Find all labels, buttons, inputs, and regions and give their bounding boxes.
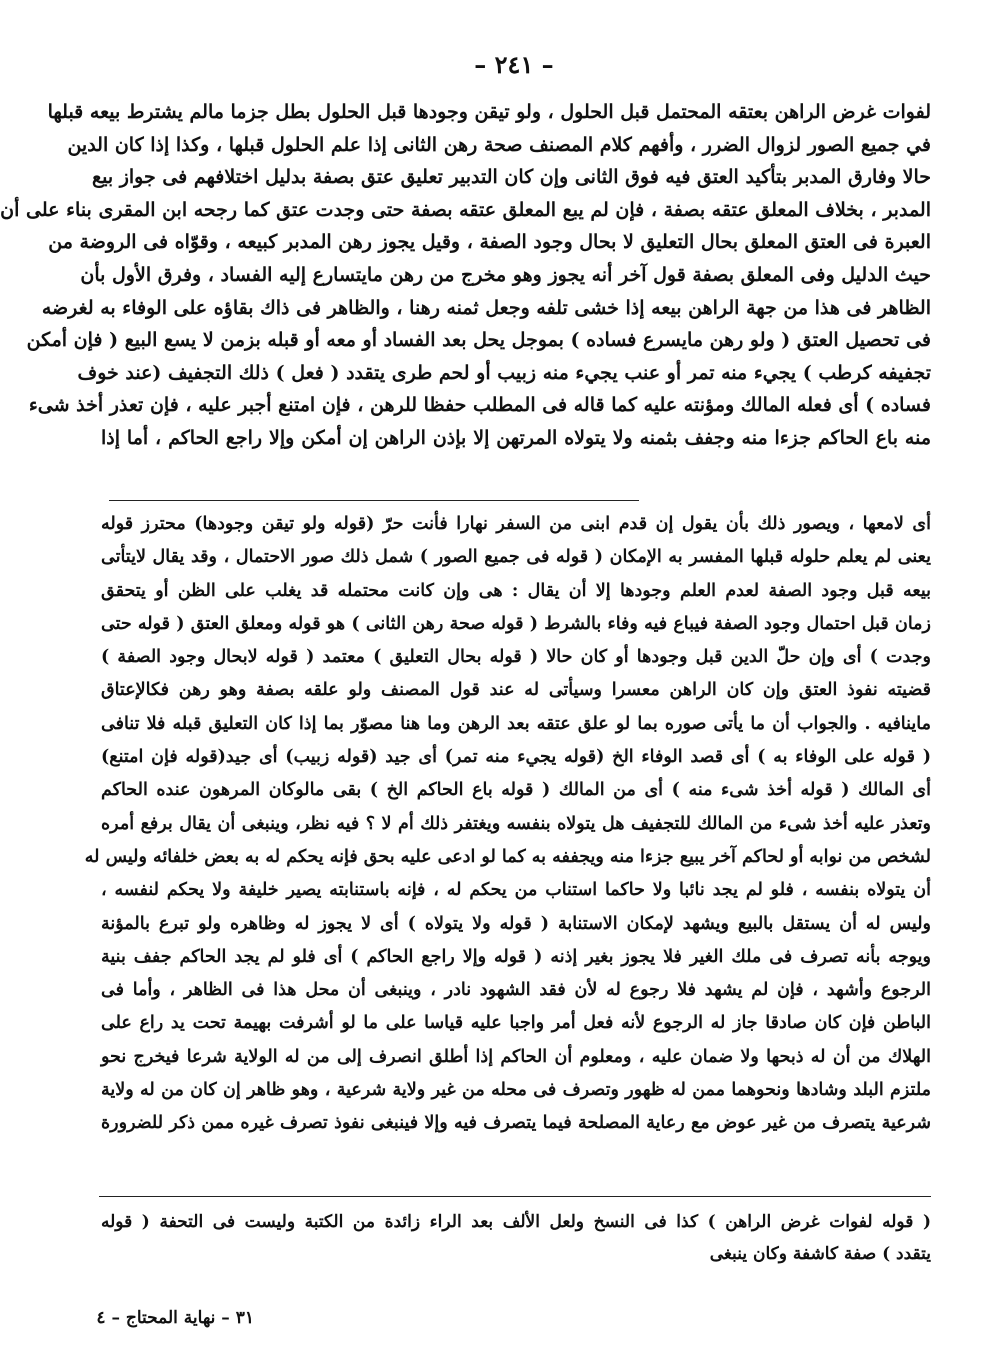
- commentary-line: أن يتولاه بنفسه ، فلو لم يجد نائبا ولا حاكما استناب من يحكم له ، فإنه باستنابته يصير خليفة ولا يحكم لنفسه ،: [101, 880, 931, 901]
- page-number: – ٢٤١ –: [474, 50, 554, 79]
- main-text-line: فساده ) أى فعله المالك ومؤنته عليه كما قاله فى المطلب حفظا للرهن ، فإن امتنع أجبر عليه ، فإن تعذر أخذ شىء: [28, 394, 931, 417]
- commentary-line: ويوجه بأنه تصرف فى ملك الغير فلا يجوز بغير إذنه ( قوله وإلا راجع الحاكم ) أى فلو لم يجد الحاكم جفف بنية: [101, 946, 931, 967]
- main-text-line: منه باع الحاكم جزءا منه وجفف بثمنه ولا يتولاه المرتهن إلا بإذن الراهن إن أمكن وإلا راجع الحاكم ، أما إذا: [101, 426, 931, 449]
- commentary-line: وليس له أن يستقل بالبيع ويشهد لإمكان الاستنابة ( قوله ولا يتولاه ) أى لا يجوز له وظاهره ولو تبرع بالمؤنة: [101, 913, 931, 934]
- main-text-block: [0, 96, 931, 455]
- footnote-block: [101, 1206, 931, 1270]
- main-text-line: في جميع الصور لزوال الضرر ، وأفهم كلام المصنف صحة رهن الثانى إذا علم الحلول قبلها ، وكذا إذا كان الدين: [67, 133, 931, 156]
- main-text-line: حيث الدليل وفى المعلق بصفة قول آخر أنه يجوز وهو مخرج من رهن مايتسارع إليه الفساد ، وفرق الأول بأن: [80, 263, 931, 286]
- printer-signature-mark: ٣١ – نهاية المحتاج – ٤: [96, 1308, 254, 1328]
- commentary-line: زمان قبل احتمال وجود الصفة فيباع فيه وفاء بالشرط ( قوله صحة رهن الثانى ) هو قوله ومعلق العتق ( قوله حتى: [101, 613, 931, 634]
- commentary-line: شرعية يتصرف من غير عوض مع رعاية المصلحة فيما يتصرف فيه وإلا فينبغى نفوذ تصرف غيره ممن ذكر للضرورة: [101, 1113, 931, 1134]
- commentary-line: وجدت ) أى وإن حلّ الدين قبل وجودها أو كان حالا ( قوله بحال التعليق ) معتمد ( قوله لابحال وجود الصفة ): [101, 647, 931, 668]
- commentary-line: يعنى لم يعلم حلوله قبلها المفسر به الإمكان ( قوله فى جميع الصور ) شمل ذلك صور الاحتمال ، وقد يقال لايتأتى: [101, 547, 931, 568]
- footnote-line: ( قوله لفوات غرض الراهن ) كذا فى النسخ ولعل الألف بعد الراء زائدة من الكتبة وليست فى التحفة ( قوله: [101, 1212, 931, 1232]
- commentary-line: بيعه قبل وجود الصفة لعدم العلم وجودها إلا أن يقال : هى وإن كانت محتمله قد يغلب على الظن أو يتحقق: [101, 580, 931, 601]
- commentary-line: الرجوع وأشهد ، فإن لم يشهد فلا رجوع له لأن فقد الشهود نادر ، وينبغى أن محل هذا فى الظاهر ، وأما فى: [101, 980, 931, 1001]
- main-text-line: حالا وفارق المدبر بتأكيد العتق فيه فوق الثانى وإن كان التدبير تعليق عتق بصفة بدليل اختلافهم فى جواز بيع: [91, 166, 931, 189]
- commentary-line: ماينافيه . والجواب أن ما يأتى صوره بما لو علق عتقه بعد الرهن وما هنا مصوّر بما إذا كان التعليق قبله فلا تنافى: [101, 713, 931, 734]
- commentary-line: أى لامعها ، ويصور ذلك بأن يقول إن قدم ابنى من السفر نهارا فأنت حرّ (قوله ولو تيقن وجودها) محترز قوله: [101, 514, 931, 534]
- commentary-line: الباطن فإن كان صادقا جاز له الرجوع لأنه فعل أمر واجبا عليه قياسا على ما لو أشرفت بهيمة تحت يد راع على: [101, 1013, 931, 1034]
- footnote-divider: [99, 1196, 931, 1197]
- commentary-divider: [109, 500, 639, 501]
- commentary-line: ( قوله على الوفاء به ) أى قصد الوفاء الخ (قوله يجيء منه تمر) أى جيد (قوله زبيب) أى جيد(قوله فإن امتنع): [101, 747, 931, 768]
- footnote-line: يتقدد ) صفة كاشفة وكان ينبغى: [709, 1244, 931, 1264]
- commentary-block: [84, 508, 931, 1174]
- commentary-line: قضيته نفوذ العتق وإن كان الراهن معسرا وسيأتى له عند قول المصنف ولو علقه بصفة وهو رهن فكالإعتاق: [101, 680, 931, 701]
- commentary-line: الهلاك من أن له ذبحها ولا ضمان عليه ، ومعلوم أن الحاكم إذا أطلق انصرف إلى من له الولاية شرعا فيخرج نحو: [101, 1046, 931, 1067]
- main-text-line: فى تحصيل العتق ( ولو رهن مايسرع فساده ) بموجل يحل بعد الفساد أو معه أو قبله بزمن لا يسع البيع ( فإن أمكن: [26, 329, 931, 352]
- commentary-line: لشخص من نوابه أو لحاكم آخر يبيع جزءا منه ويجففه به كما لو ادعى عليه بحق فإنه يحكم له به بعض خلفائه وليس له: [84, 846, 931, 867]
- main-text-line: الظاهر فى هذا من جهة الراهن بيعه إذا خشى تلفه وجعل ثمنه رهنا ، والظاهر فى ذاك بقاؤه على الوفاء به لغرضه: [41, 296, 931, 319]
- commentary-line: أى المالك ( قوله أخذ شىء منه ) أى من المالك ( قوله باع الحاكم الخ ) بقى مالوكان المرهون عنده الحاكم: [101, 780, 931, 801]
- commentary-line: ملتزم البلد وشادها ونحوهما ممن له ظهور وتصرف فى محله من غير ولاية شرعية ، وهو ظاهر إن كان من له ولاية: [101, 1080, 931, 1101]
- commentary-line: [101, 1141, 931, 1174]
- main-text-line: العبرة فى العتق المعلق بحال التعليق لا بحال وجود الصفة ، وقيل يجوز رهن المدبر كبيعه ، وقوّاه فى الروضة من: [48, 231, 931, 254]
- main-text-line: تجفيفه كرطب ) يجيء منه تمر أو عنب يجيء منه زبيب أو لحم طرى يتقدد ( فعل ) ذلك التجفيف (عند خوف: [77, 361, 931, 384]
- main-text-line: المدبر ، بخلاف المعلق عتقه بصفة ، فإن لم يبع المعلق عتقه بصفة حتى وجدت عتق كما رجحه ابن المقرى بناء على أن: [0, 198, 931, 221]
- main-text-line: لفوات غرض الراهن بعتقه المحتمل قبل الحلول ، ولو تيقن وجودها قبل الحلول بطل جزما مالم يشترط بيعه قبلها: [47, 101, 931, 123]
- commentary-line: وتعذر عليه أخذ شىء من المالك للتجفيف هل يتولاه بنفسه ويغتفر ذلك أم لا ؟ فيه نظر، وينبغى أن يقال برفع أمره: [101, 813, 931, 834]
